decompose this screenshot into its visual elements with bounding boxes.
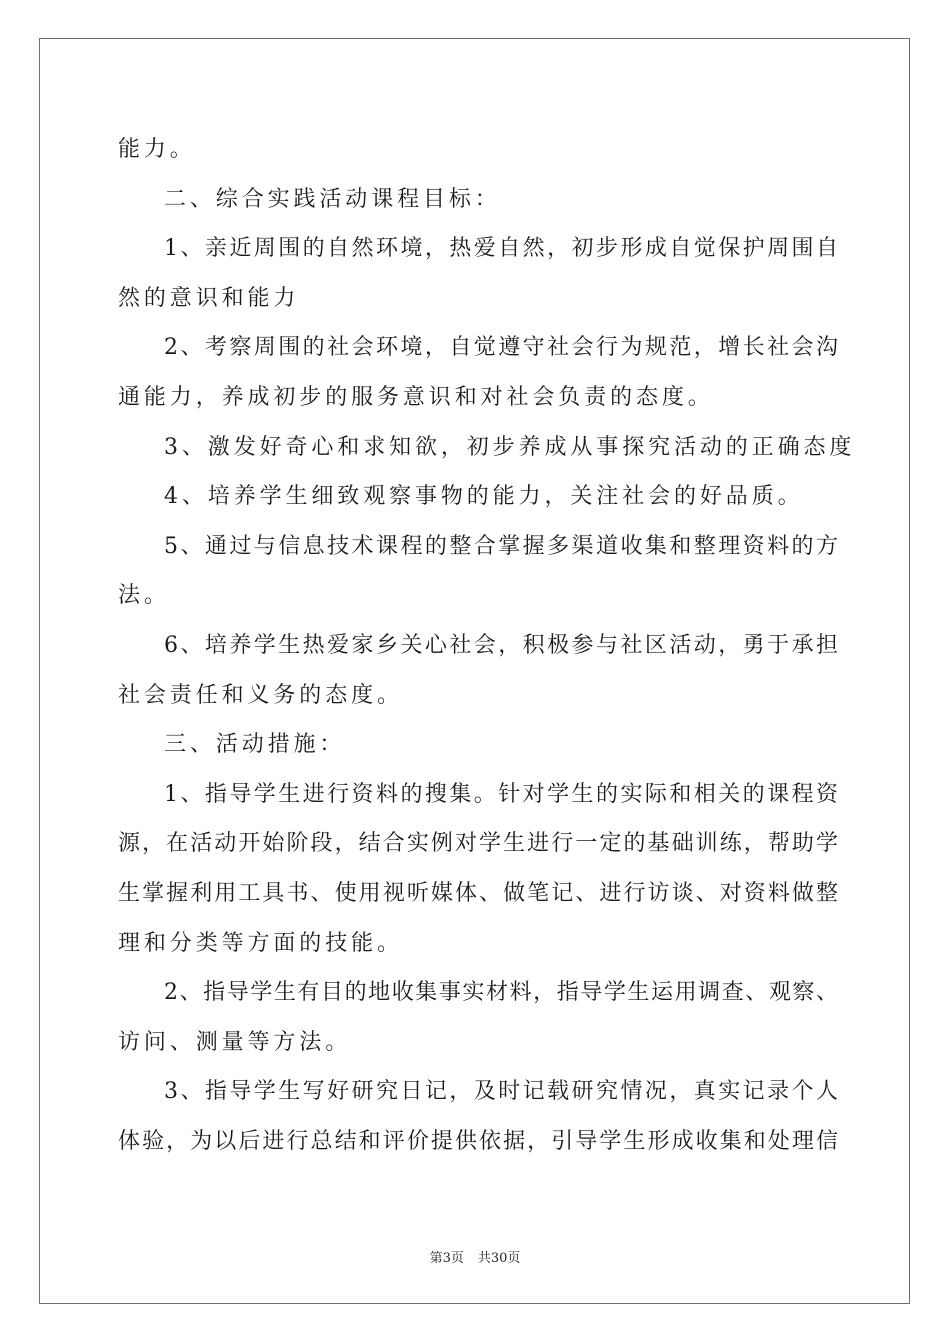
text-line: 3、指导学生写好研究日记，及时记载研究情况，真实记录个人 bbox=[164, 1079, 838, 1105]
page-number: 第3页 bbox=[429, 1251, 464, 1266]
text-line: 能力。 bbox=[118, 137, 196, 162]
text-line: 法。 bbox=[118, 583, 170, 609]
text-line: 社会责任和义务的态度。 bbox=[118, 682, 403, 708]
text-line: 体验，为以后进行总结和评价提供依据，引导学生形成收集和处理信 bbox=[118, 1128, 838, 1154]
text-line: 然的意识和能力 bbox=[118, 285, 300, 311]
text-line: 1、亲近周围的自然环境，热爱自然，初步形成自觉保护周围自 bbox=[164, 236, 838, 262]
text-line: 6、培养学生热爱家乡关心社会，积极参与社区活动，勇于承担 bbox=[164, 632, 838, 658]
text-line: 理和分类等方面的技能。 bbox=[118, 930, 403, 956]
text-line: 5、通过与信息技术课程的整合掌握多渠道收集和整理资料的方 bbox=[164, 533, 838, 559]
text-line: 4、培养学生细致观察事物的能力，关注社会的好品质。 bbox=[164, 484, 804, 510]
text-line: 二、综合实践活动课程目标： bbox=[164, 186, 501, 212]
page-total: 共30页 bbox=[477, 1251, 521, 1266]
text-line: 通能力，养成初步的服务意识和对社会负责的态度。 bbox=[118, 384, 714, 410]
text-line: 三、活动措施： bbox=[164, 732, 346, 758]
text-line: 源，在活动开始阶段，结合实例对学生进行一定的基础训练，帮助学 bbox=[118, 831, 838, 857]
text-line: 1、指导学生进行资料的搜集。针对学生的实际和相关的课程资 bbox=[164, 781, 838, 807]
text-line: 2、考察周围的社会环境，自觉遵守社会行为规范，增长社会沟 bbox=[164, 335, 838, 361]
text-line: 3、激发好奇心和求知欲，初步养成从事探究活动的正确态度 bbox=[164, 434, 856, 460]
text-line: 生掌握利用工具书、使用视听媒体、做笔记、进行访谈、对资料做整 bbox=[118, 880, 838, 906]
text-line: 2、指导学生有目的地收集事实材料，指导学生运用调查、观察、 bbox=[164, 980, 838, 1006]
document-body bbox=[118, 125, 856, 1166]
text-line: 访问、测量等方法。 bbox=[118, 1029, 352, 1055]
page-footer bbox=[0, 1247, 950, 1266]
